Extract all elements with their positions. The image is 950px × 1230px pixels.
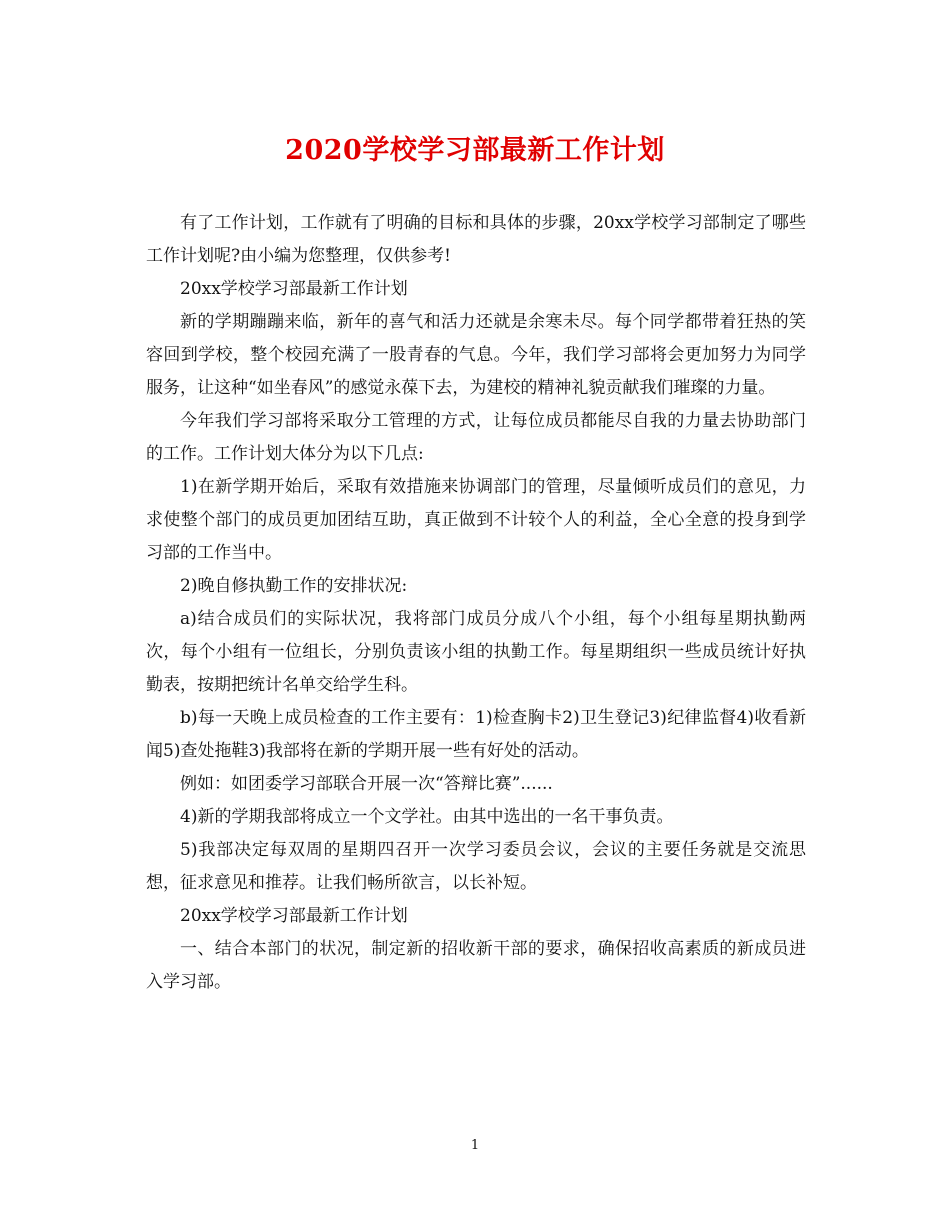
list-item: 5)我部决定每双周的星期四召开一次学习委员会议，会议的主要任务就是交流思想，征求意见和推荐。让我们畅所欲言，以长补短。 [146,840,806,893]
paragraph: 今年我们学习部将采取分工管理的方式，让每位成员都能尽自我的力量去协助部门的工作。工作计划大体分为以下几点: [146,411,806,464]
document-body [146,207,806,999]
paragraph: 新的学期蹦蹦来临，新年的喜气和活力还就是余寒未尽。每个同学都带着狂热的笑容回到学校，整个校园充满了一股青春的气息。今年，我们学习部将会更加努力为同学服务，让这种“如坐春风”的感觉永葆下去，为建校的精神礼貌贡献我们璀璨的力量。 [146,312,806,398]
list-item: 2)晚自修执勤工作的安排状况: [180,576,408,596]
section-heading: 20xx学校学习部最新工作计划 [180,279,408,299]
paragraph: 例如：如团委学习部联合开展一次“答辩比赛”...... [180,774,553,794]
list-item: 1)在新学期开始后，采取有效措施来协调部门的管理，尽量倾听成员们的意见，力求使整个部门的成员更加团结互助，真正做到不计较个人的利益，全心全意的投身到学习部的工作当中。 [146,477,806,563]
page-number: 1 [470,1138,480,1153]
paragraph-intro: 有了工作计划，工作就有了明确的目标和具体的步骤，20xx学校学习部制定了哪些工作计划呢?由小编为您整理，仅供参考! [146,213,806,266]
list-item: a)结合成员们的实际状况，我将部门成员分成八个小组，每个小组每星期执勤两次，每个小组有一位组长，分别负责该小组的执勤工作。每星期组织一些成员统计好执勤表，按期把统计名单交给学生科。 [146,609,806,695]
document-title: 2020学校学习部最新工作计划 [285,135,665,166]
list-item: b)每一天晚上成员检查的工作主要有：1)检查胸卡2)卫生登记3)纪律监督4)收看新闻5)查处拖鞋3)我部将在新的学期开展一些有好处的活动。 [146,708,806,761]
paragraph: 一、结合本部门的状况，制定新的招收新干部的要求，确保招收高素质的新成员进入学习部。 [146,939,806,992]
section-heading: 20xx学校学习部最新工作计划 [180,906,408,926]
list-item: 4)新的学期我部将成立一个文学社。由其中选出的一名干事负责。 [180,807,674,827]
